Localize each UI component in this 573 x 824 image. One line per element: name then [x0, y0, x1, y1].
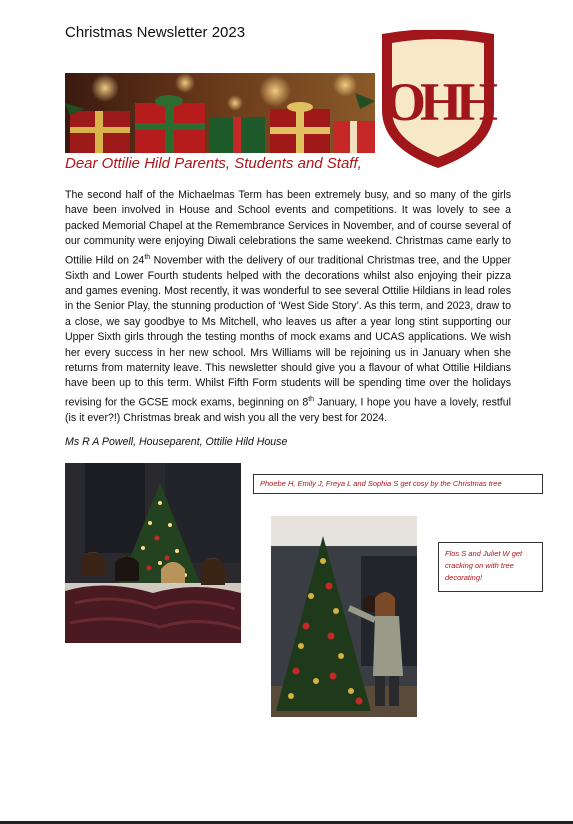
school-crest-logo: [378, 30, 498, 170]
christmas-presents-banner: [65, 73, 375, 153]
newsletter-title: Christmas Newsletter 2023: [65, 24, 246, 41]
newsletter-body: [65, 188, 511, 426]
girls-by-tree-photo: [65, 463, 241, 643]
svg-text:OHH: OHH: [383, 72, 493, 132]
tree-decorating-photo: [271, 516, 417, 717]
greeting: Dear Ottilie Hild Parents, Students and Staff,: [65, 155, 362, 172]
photo1-caption: Phoebe H, Emily J, Freya L and Sophia S get cosy by the Christmas tree: [253, 474, 543, 494]
signature: Ms R A Powell, Houseparent, Ottilie Hild House: [65, 436, 288, 448]
body-paragraph: The second half of the Michaelmas Term has been extremely busy, and so many of the girls have been involved in House and School events and competitions. It was lovely to see a packed Memorial Chapel at the Remembrance Services in November, and of course several of our community were enjoying Diwali celebrations the same weekend. Christmas came early to Ottilie Hild on 24th November with the delivery of our traditional Christmas tree, and the Upper Sixth and Lower Fourth students helped with the decorations whilst also enjoying their pizza and games evening. Most recently, it was wonderful to see several Ottilie Hildians in lead roles in the Senior Play, the stunning production of ‘West Side Story’. As this term, and 2023, draw to a close, we say goodbye to Ms Mitchell, who leaves us after a year long stint supporting our Upper Sixth girls through the testing months of mock exams and UCAS applications. We wish her every success in her new school. Mrs Williams will be rejoining us in January when she returns from maternity leave. This newsletter should give you a flavour of what Ottilie Hildians have been up to this term. Whilst Fifth Form students will be spending time over the holidays revising for the GCSE mock exams, beginning on 8th January, I hope you have a lovely, restful (is it ever?!) Christmas break and wish you all the very best for 2024.: [65, 189, 512, 424]
photo2-caption: Flos S and Juliet W get cracking on with tree decorating!: [438, 542, 543, 592]
